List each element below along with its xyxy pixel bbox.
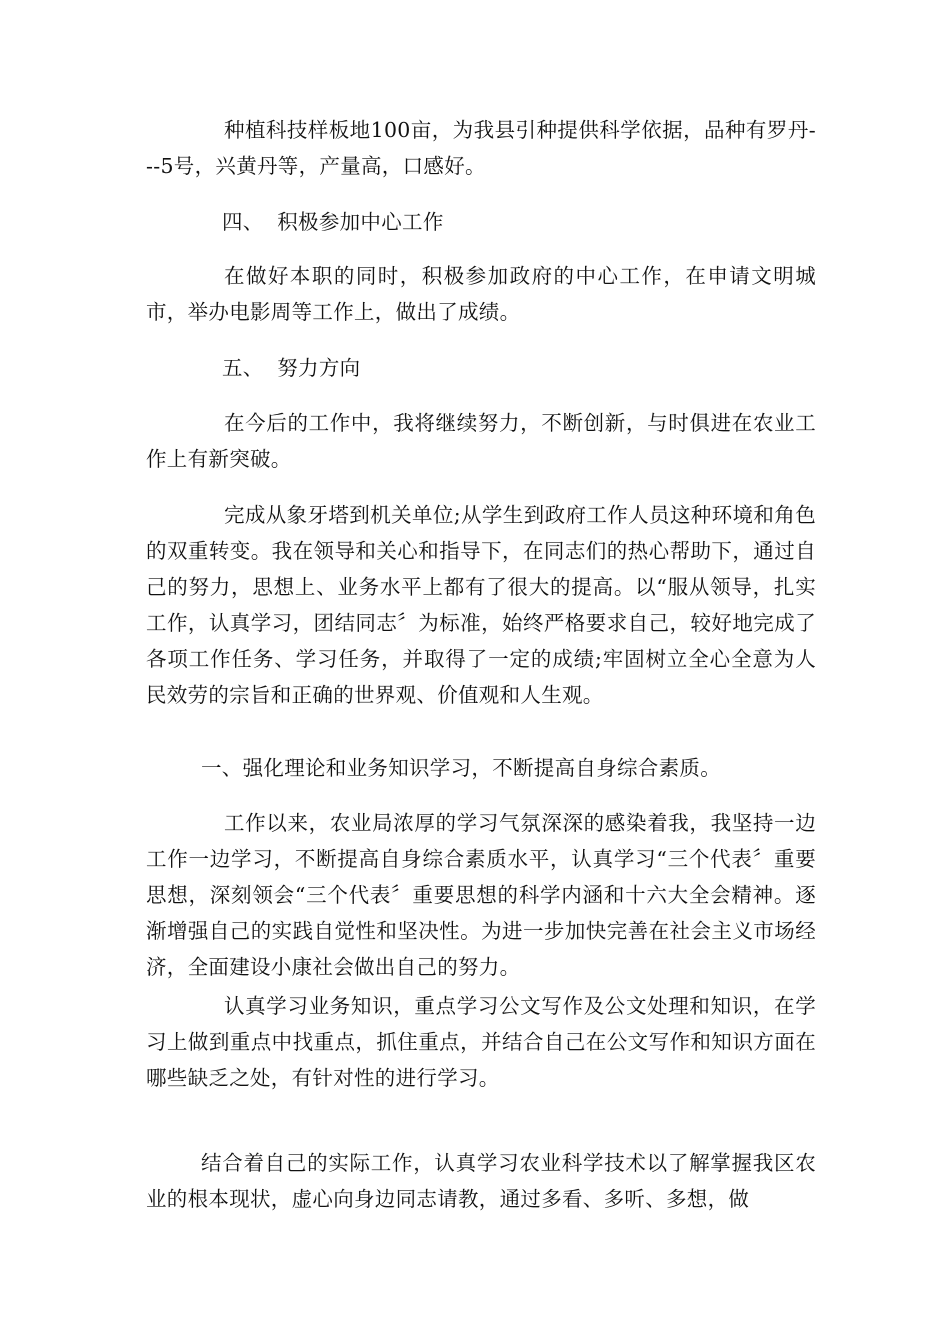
paragraph-central-work: 在做好本职的同时，积极参加政府的中心工作，在申请文明城市，举办电影周等工作上，做出了成绩。 [146,264,816,324]
paragraph-business-knowledge: 认真学习业务知识，重点学习公文写作及公文处理和知识，在学习上做到重点中找重点，抓住重点，并结合自己在公文写作和知识方面在哪些缺乏之处，有针对性的进行学习。 [146,994,816,1090]
heading-section-four: 四、 积极参加中心工作 [222,210,444,234]
paragraph-planting: 种植科技样板地100亩，为我县引种提供科学依据，品种有罗丹---5号，兴黄丹等，产量高，口感好。 [146,118,816,178]
paragraph-future-direction: 在今后的工作中，我将继续努力，不断创新，与时俱进在农业工作上有新突破。 [146,411,816,471]
heading-strengthen-study: 一、强化理论和业务知识学习，不断提高自身综合素质。 [201,756,721,780]
paragraph-study-atmosphere: 工作以来，农业局浓厚的学习气氛深深的感染着我，我坚持一边工作一边学习，不断提高自身综合素质水平，认真学习“三个代表〞重要思想，深刻领会“三个代表〞重要思想的科学内涵和十六大全会精神。逐渐增强自己的实践自觉性和坚决性。为进一步加快完善在社会主义市场经济，全面建设小康社会做出自己的努力。 [146,811,816,979]
heading-section-five: 五、 努力方向 [222,356,361,380]
paragraph-practical-work: 结合着自己的实际工作，认真学习农业科学技术以了解掌握我区农业的根本现状，虚心向身边同志请教，通过多看、多听、多想，做 [146,1151,816,1211]
paragraph-role-transition: 完成从象牙塔到机关单位;从学生到政府工作人员这种环境和角色的双重转变。我在领导和关心和指导下，在同志们的热心帮助下，通过自己的努力，思想上、业务水平上都有了很大的提高。以“服从领导，扎实工作，认真学习，团结同志〞为标准，始终严格要求自己，较好地完成了各项工作任务、学习任务，并取得了一定的成绩;牢固树立全心全意为人民效劳的宗旨和正确的世界观、价值观和人生观。 [146,503,816,707]
